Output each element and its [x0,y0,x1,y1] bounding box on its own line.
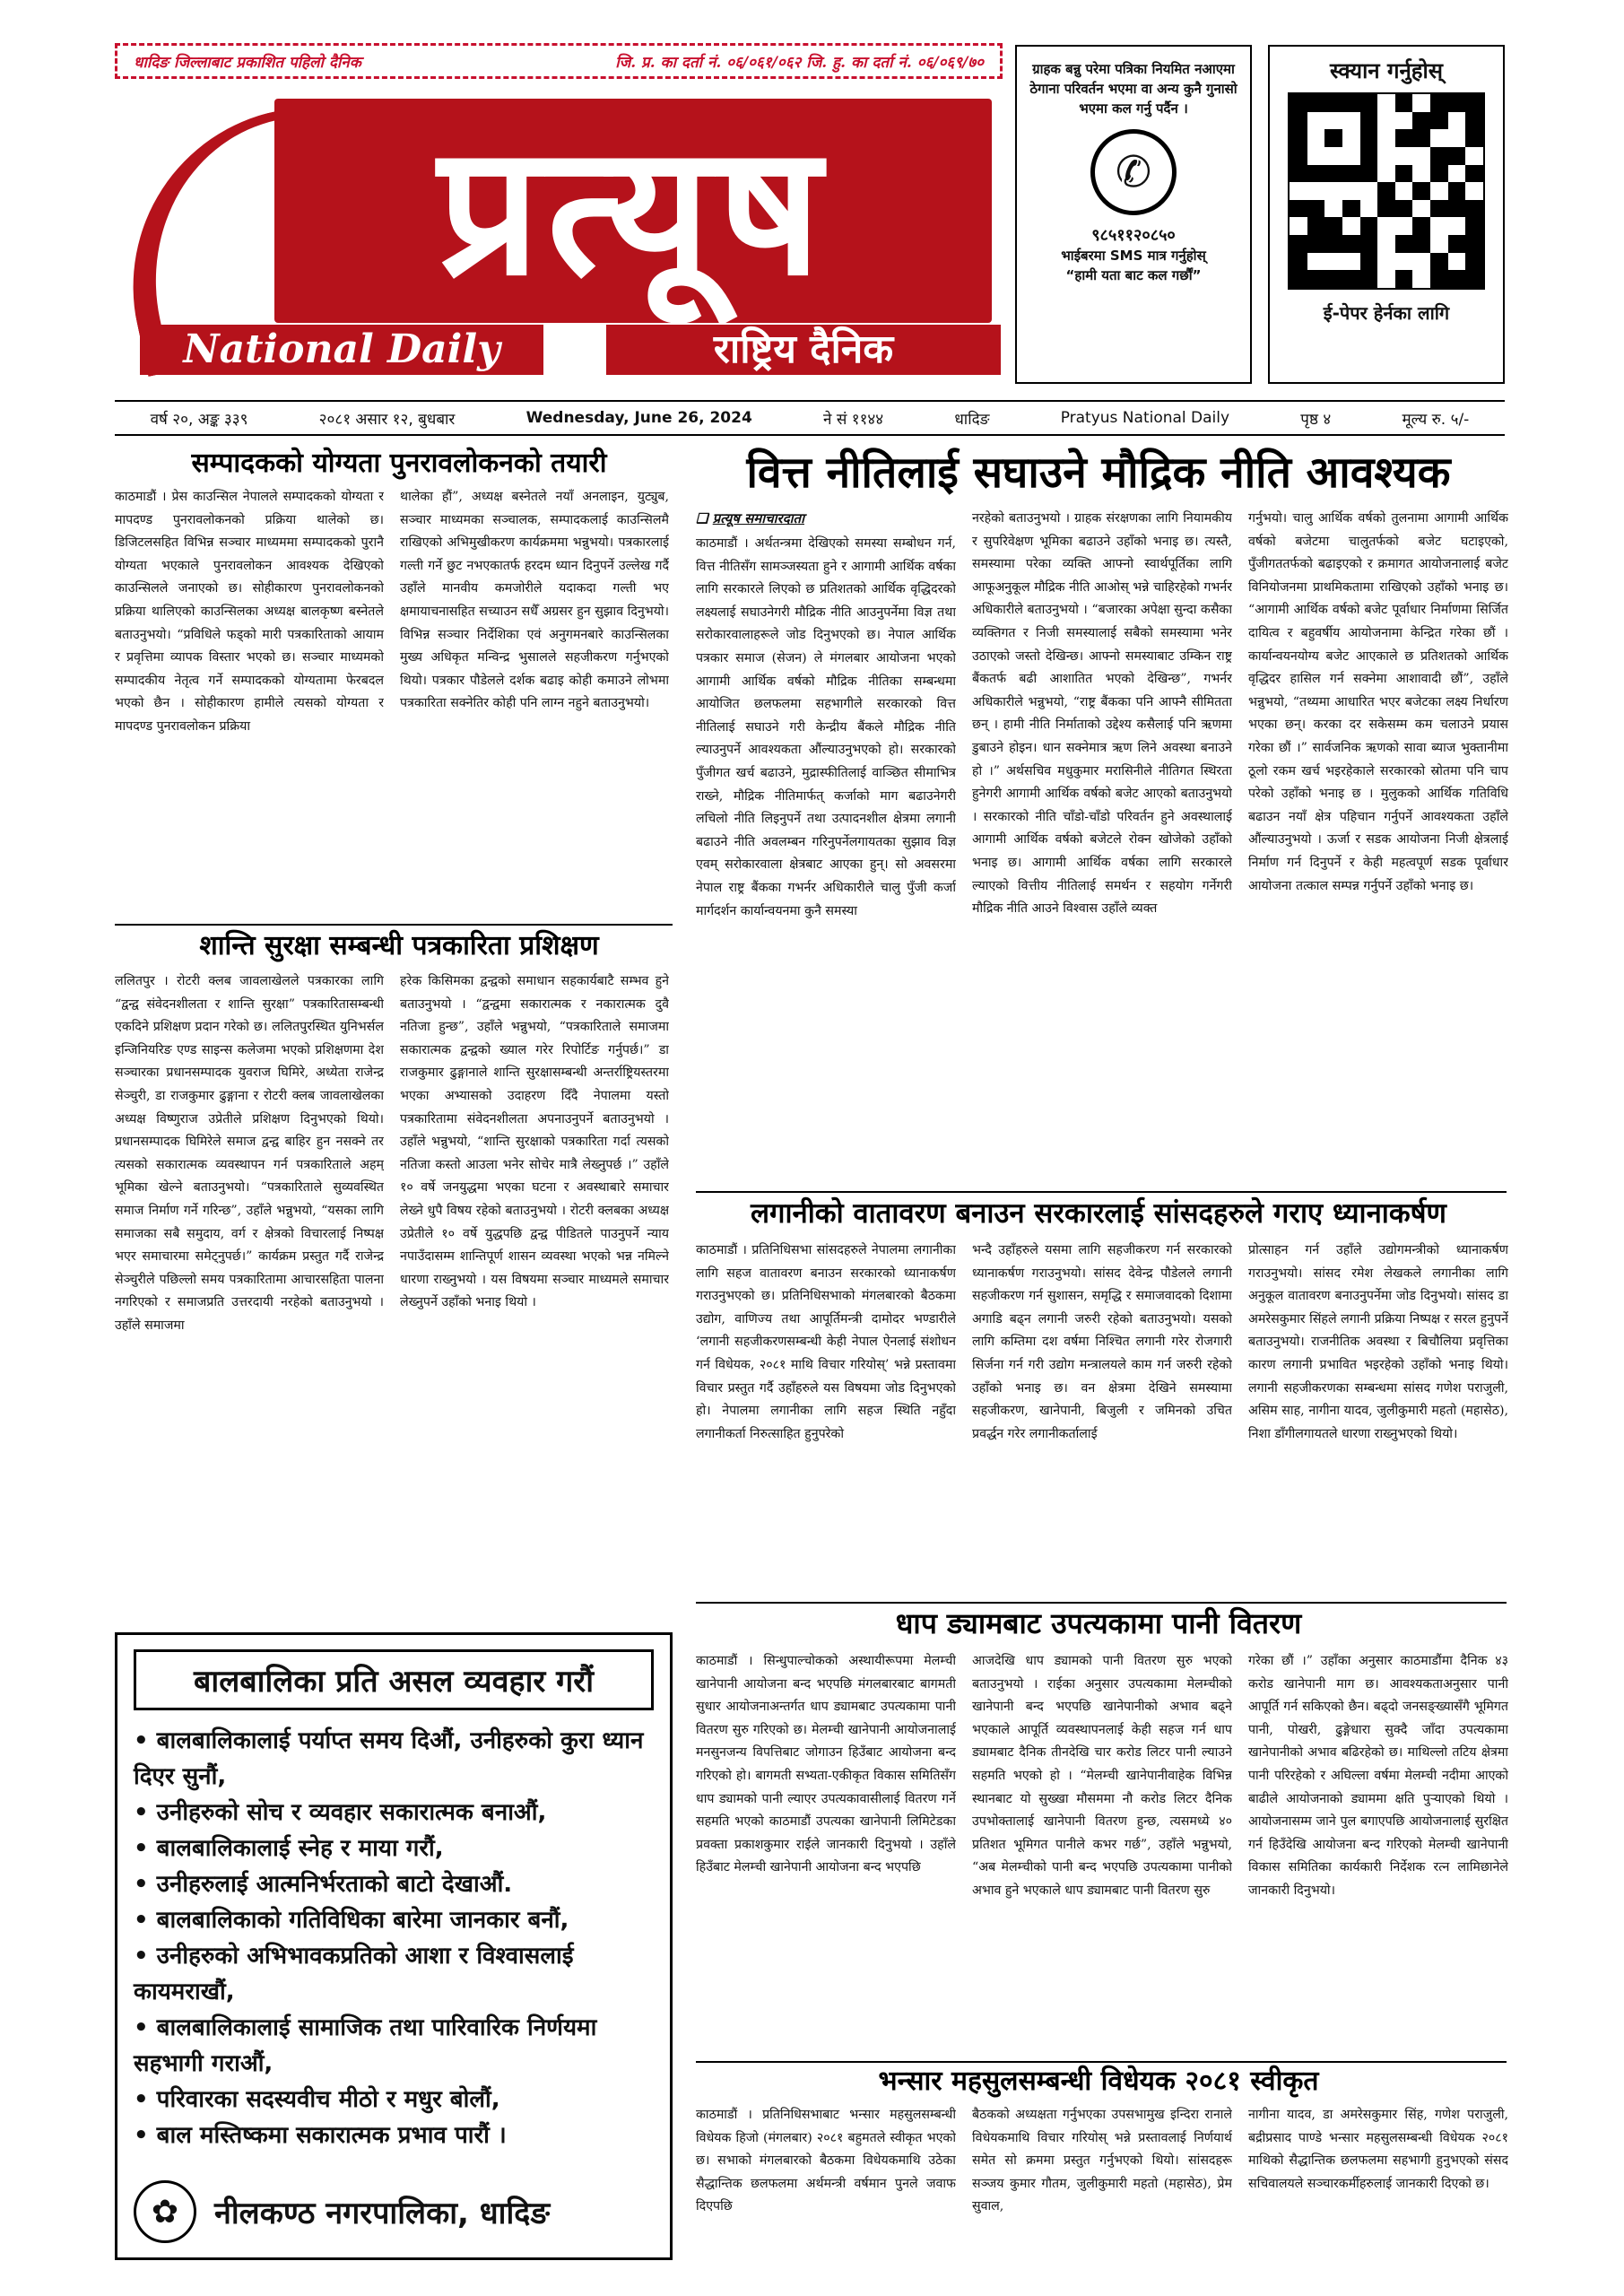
masthead-strip [115,43,1003,79]
qr-module [1412,200,1430,218]
editor-headline: सम्पादकको योग्यता पुनरावलोकनको तयारी [191,448,607,479]
qr-module [1307,270,1325,288]
qr-module [1430,147,1448,165]
qr-module [1430,270,1448,288]
divider [696,1602,1507,1604]
notice-phone[interactable]: ९८५११२०८५० [1091,226,1176,245]
tagline: धादिङ जिल्लाबाट प्रकाशित पहिलो दैनिक [134,53,361,72]
qr-module [1290,165,1307,183]
qr-module [1465,165,1483,183]
water-col-3: गरेका छौं ।” उहाँका अनुसार काठमाडौंमा दैनिक ४३ करोड खानेपानी माग छ। आवश्यकताअनुसार पानी आपूर्ति गर्न सकिएको छैन। बढ्दो जनसङ्ख्यासँगै भूमिगत पानी, पोखरी, ढुङ्गेधारा सुक्दै जाँदा उपत्यकामा खानेपानीको अभाव बढिरहेको छ। माथिल्लो तटिय क्षेत्रमा पानी परिरहेको र अघिल्ला वर्षमा मेलम्ची नदीमा आएको बाढीले आयोजनाको ड्याममा क्षति पुर्‍याएको थियो । आयोजनासम्म जाने पुल बगाएपछि आयोजनालाई सुरक्षित गर्न हिउँदेखि आयोजना बन्द गरिएको मेलम्ची खानेपानी विकास समितिका कार्यकारी निर्देशक रत्न लामिछानेले जानकारी दिनुभयो। [1248,1654,1508,1898]
qr-module [1290,182,1307,200]
qr-module [1342,200,1360,218]
qr-module [1412,129,1430,147]
qr-module [1448,94,1466,112]
qr-module [1448,165,1466,183]
qr-module [1395,147,1413,165]
qr-code-icon[interactable] [1288,92,1485,290]
qr-module [1324,270,1342,288]
qr-module [1290,217,1307,235]
logo [122,99,1001,377]
qr-module [1465,129,1483,147]
qr-module [1465,147,1483,165]
qr-module [1360,112,1378,130]
fiscal-col-1: काठमाडौं । अर्थतन्त्रमा देखिएको समस्या सम्बोधन गर्न, वित्त नीतिसँग सामञ्जस्यता हुने र आगामी आर्थिक वर्षका लागि सरकारले लिएको छ प्रतिशतको आर्थिक वृद्धिदरको लक्ष्यलाई सघाउनेगरी मौद्रिक नीति आउनुपर्नेमा विज्ञ तथा सरोकारवालाहरूले जोड दिनुभएको छ। नेपाल आर्थिक पत्रकार समाज (सेजन) ले मंगलबार आयोजना भएको आगामी आर्थिक वर्षको मौद्रिक नीतिका सम्बन्धमा आयोजित छलफलमा सहभागीले सरकारको वित्त नीतिलाई सघाउने गरी केन्द्रीय बैंकले मौद्रिक नीति ल्याउनुपर्ने आवश्यकता औंल्याउनुभएको हो। सरकारको पुँजीगत खर्च बढाउने, मुद्रास्फीतिलाई वाञ्छित सीमाभित्र राख्ने, मौद्रिक नीतिमार्फत् कर्जाको माग बढाउनेगरी लचिलो नीति लिइनुपर्ने तथा उत्पादनशील क्षेत्रमा लगानी बढाउने नीति अवलम्बन गरिनुपर्नेलगायतका सुझाव विज्ञ एवम् सरोकारवाला क्षेत्रबाट आएका हुन्। सो अवसरमा नेपाल राष्ट्र बैंकका गभर्नर अधिकारीले चालु पुँजी कर्जा मार्गदर्शन कार्यान्वयनमा कुनै समस्या [696,536,956,918]
qr-module [1324,235,1342,253]
qr-module [1360,129,1378,147]
qr-module [1430,235,1448,253]
divider [696,2061,1507,2063]
customs-col-3: नागीना यादव, डा अमरेसकुमार सिंह, गणेश पराजुली, बद्रीप्रसाद पाण्डे भन्सार महसुलसम्बन्धी विधेयक २०८१ माथिको सैद्धान्तिक छलफलमा सहभागी हुनुभएको संसद सचिवालयले सञ्चारकर्मीहरुलाई जानकारी दिएको छ। [1248,2108,1508,2191]
qr-module [1465,253,1483,271]
qr-module [1307,182,1325,200]
qr-module [1342,165,1360,183]
qr-module [1448,200,1466,218]
qr-module [1360,200,1378,218]
qr-module [1342,270,1360,288]
qr-module [1324,217,1342,235]
qr-module [1430,129,1448,147]
qr-module [1448,112,1466,130]
advert-list [134,1723,654,2153]
qr-module [1377,217,1395,235]
qr-module [1448,235,1466,253]
qr-module [1290,94,1307,112]
qr-module [1430,200,1448,218]
qr-module [1395,253,1413,271]
qr-module [1377,147,1395,165]
fiscal-col-3: गर्नुभयो। चालु आर्थिक वर्षको तुलनामा आगामी आर्थिक वर्षको बजेटमा चालुतर्फको बजेट घटाइएको, पुँजीगततर्फको बढाइएको र क्रमागत आयोजनालाई बजेट विनियोजनमा प्राथमिकतामा राखिएको उहाँको भनाइ छ। “आगामी आर्थिक वर्षको बजेट पूर्वाधार निर्माणमा सिर्जित दायित्व र बहुवर्षीय आयोजनामा केन्द्रित गरेका छौं । कार्यान्वयनयोग्य बजेट आएकाले छ प्रतिशतको आर्थिक वृद्धिदर हासिल गर्न सक्नेमा आशावादी छौं”, उहाँले भन्नुभयो, “तथ्यमा आधारित भएर बजेटका लक्ष्य निर्धारण भएका छन्। करका दर सकेसम्म कम चलाउने प्रयास गरेका छौं ।” सार्वजनिक ऋणको सावा ब्याज भुक्तानीमा ठूलो रकम खर्च भइरहेकाले सरकारको स्रोतमा पनि चाप परेको उहाँको भनाइ छ । मुलुकको आर्थिक गतिविधि बढाउन नयाँ क्षेत्र पहिचान गर्नुपर्ने आवश्यकता उहाँले औंल्याउनुभयो । ऊर्जा र सडक आयोजना निजी क्षेत्रलाई निर्माण गर्न दिनुपर्ने र केही महत्वपूर्ण सडक पूर्वाधार आयोजना तत्काल सम्पन्न गर्नुपर्ने उहाँको भनाइ छ। [1248,511,1508,893]
qr-module [1412,147,1430,165]
qr-module [1324,147,1342,165]
customs-col-1: काठमाडौं । प्रतिनिधिसभाबाट भन्सार महसुलसम्बन्धी विधेयक हिजो (मंगलबार) २०८१ बहुमतले स्वीकृत भएको छ। सभाको मंगलबारको बैठकमा विधेयकमाथि उठेका सैद्धान्तिक छलफलमा अर्थमन्त्री वर्षमान पुनले जवाफ दिएपछि [696,2108,956,2214]
qr-module [1290,235,1307,253]
advert-item: • बालबालिकाको गतिविधिका बारेमा जानकार बनौं, [134,1907,569,1934]
qr-module [1377,129,1395,147]
qr-module [1324,165,1342,183]
advert-footer [134,2180,654,2243]
municipality-emblem-icon: ✿ [134,2180,196,2243]
qr-module [1395,94,1413,112]
qr-module [1360,270,1378,288]
qr-module [1377,235,1395,253]
qr-module [1465,94,1483,112]
qr-module [1290,200,1307,218]
qr-module [1448,129,1466,147]
advert-item: • उनीहरुको अभिभावकप्रतिको आशा र विश्वासलाई कायमराखौं, [134,1943,574,2005]
qr-module [1342,112,1360,130]
qr-module [1342,235,1360,253]
qr-module [1395,112,1413,130]
volume: वर्ष २०, अङ्क ३३९ [150,410,248,429]
qr-module [1377,253,1395,271]
advert-item: • बालबालिकालाई सामाजिक तथा पारिवारिक निर्णयमा सहभागी गराऔं, [134,2014,597,2077]
paper-name: Pratyus National Daily [1060,409,1230,427]
divider [696,1191,1507,1193]
logo-english: National Daily [140,325,543,375]
phone-icon: ✆ [1090,129,1177,215]
dateline [115,400,1505,436]
qr-module [1342,129,1360,147]
qr-module [1430,112,1448,130]
subscriber-notice [1015,45,1252,384]
qr-module [1465,200,1483,218]
advert-item: • बालबालिकालाई स्नेह र माया गरौं, [134,1835,444,1862]
qr-module [1307,217,1325,235]
qr-module [1430,165,1448,183]
advert-title: बालबालिका प्रति असल व्यवहार गरौं [134,1649,654,1710]
qr-module [1395,165,1413,183]
qr-module [1360,235,1378,253]
qr-module [1377,182,1395,200]
qr-module [1324,94,1342,112]
qr-module [1290,129,1307,147]
qr-module [1412,235,1430,253]
advert-item: • परिवारका सदस्यवीच मीठो र मधुर बोलौं, [134,2086,500,2113]
qr-module [1412,270,1430,288]
water-col-1: काठमाडौं । सिन्धुपाल्चोकको अस्थायीरूपमा मेलम्ची खानेपानी आयोजना बन्द भएपछि मंगलबारबाट बागमती सुधार आयोजनाअन्तर्गत धाप ड्यामबाट उपत्यकामा पानी वितरण सुरु गरिएको छ। मेलम्ची खानेपानी आयोजनालाई मनसुनजन्य विपत्तिबाट जोगाउन हिउँबाट आयोजना बन्द गरिएको हो। बागमती सभ्यता-एकीकृत विकास समितिसँग धाप ड्यामको पानी ल्याएर उपत्यकावासीलाई वितरण गर्ने सहमति भएको काठमाडौं उपत्यका खानेपानी लिमिटेडका प्रवक्ता प्रकाशकुमार राईले जानकारी दिनुभयो । उहाँले हिउँबाट मेलम्ची खानेपानी आयोजना बन्द भएपछि [696,1654,956,1875]
qr-module [1395,129,1413,147]
fiscal-col-2: नरहेको बताउनुभयो । ग्राहक संरक्षणका लागि नियामकीय र सुपरिवेक्षण भूमिका बढाउने उहाँको भनाइ छ। त्यस्तै, समस्यामा परेका व्यक्ति आफ्नो स्वार्थपूर्तिका लागि आफूअनुकूल मौद्रिक नीति आओस् भन्ने चाहिरहेको गभर्नर अधिकारीले बताउनुभयो । “बजारका अपेक्षा सुन्दा कसैका व्यक्तिगत र निजी समस्यालाई सबैको समस्यामा भनेर उठाएको जस्तो देखिन्छ। आफ्नो समस्याबाट उम्किन राष्ट्र बैंकतर्फ बढी आशातित भएको देखिन्छ”, गभर्नर अधिकारीले भन्नुभयो, “राष्ट्र बैंकका पनि आफ्नै सीमितता छन् । हामी नीति निर्माताको उद्देश्य कसैलाई पनि ऋणमा डुबाउने होइन। धान सक्नेमात्र ऋण लिने अवस्था बनाउने हो ।” अर्थसचिव मधुकुमार मरासिनीले नीतिगत स्थिरता हुनेगरी आगामी आर्थिक वर्षको बजेट आएको बताउनुभयो । सरकारको नीति चाँडो-चाँडो परिवर्तन हुने अवस्थालाई आगामी आर्थिक वर्षको बजेटले रोक्न खोजेको उहाँको भनाइ छ। आगामी आर्थिक वर्षका लागि सरकारले ल्याएको वित्तीय नीतिलाई समर्थन र सहयोग गर्नेगरी मौद्रिक नीति आउने विश्वास उहाँले व्यक्त [972,511,1232,917]
qr-module [1395,217,1413,235]
logo-title: प्रत्यूष [274,99,992,323]
qr-module [1430,217,1448,235]
qr-module [1290,270,1307,288]
price: मूल्य रु. ५/- [1402,410,1470,429]
qr-module [1290,147,1307,165]
notice-text: ग्राहक बन्नु परेमा पत्रिका नियमित नआएमा ठेगाना परिवर्तन भएमा वा अन्य कुनै गुनासो भएमा कल गर्नु पर्दैन । [1029,61,1238,117]
editor-col-1: काठमाडौं । प्रेस काउन्सिल नेपालले सम्पादकको योग्यता र मापदण्ड पुनरावलोकनको प्रक्रिया थालेको छ। डिजिटलसहित विभिन्न सञ्चार माध्यममा सम्पादकको पुरानै योग्यता भएकाले पुनरावलोकन आवश्यक देखिएको काउन्सिलले जनाएको छ। सोहीकारण पुनरावलोकनको प्रक्रिया थालिएको काउन्सिलका अध्यक्ष बालकृष्ण बस्नेतले बताउनुभयो। “प्रविधिले फड्को मारी पत्रकारिताको आयाम र प्रवृत्तिमा व्यापक विस्तार भएको छ। सञ्चार माध्यमको सम्पादकीय नेतृत्व गर्ने सम्पादकको योग्यतामा फेरबदल भएको छैन । सोहीकारण हामीले त्यसको योग्यता र मापदण्ड पुनरावलोकन प्रक्रिया [115,490,384,734]
logo-nepali: राष्ट्रिय दैनिक [606,325,1001,375]
qr-module [1465,182,1483,200]
qr-module [1412,182,1430,200]
qr-module [1377,200,1395,218]
child-care-advert [115,1632,673,2260]
qr-module [1412,217,1430,235]
qr-module [1360,147,1378,165]
peace-col-1: ललितपुर । रोटरी क्लब जावलाखेलले पत्रकारका लागि “द्वन्द्व संवेदनशीलता र शान्ति सुरक्षा” पत्रकारितासम्बन्धी एकदिने प्रशिक्षण प्रदान गरेको छ। ललितपुरस्थित युनिभर्सल इन्जिनियरिङ एण्ड साइन्स कलेजमा भएको प्रशिक्षणमा देश सञ्चारका प्रधानसम्पादक युवराज घिमिरे, अध्येता राजेन्द्र सेञ्चुरी, डा राजकुमार ढुङ्गाना र रोटरी क्लब जावलाखेलका अध्यक्ष विष्णुराज उप्रेतीले प्रशिक्षण दिनुभएको थियो। प्रधानसम्पादक घिमिरेले समाज द्वन्द्व बाहिर हुन नसक्ने तर त्यसको सकारात्मक व्यवस्थापन गर्न पत्रकारिताले अहम् भूमिका खेल्ने बताउनुभयो। “पत्रकारिताले सुव्यवस्थित समाज निर्माण गर्ने गरिन्छ”, उहाँले भन्नुभयो, “यसका लागि समाजका सबै समुदाय, वर्ग र क्षेत्रको विचारलाई निष्पक्ष भएर समाचारमा समेट्नुपर्छ।” कार्यक्रम प्रस्तुत गर्दै राजेन्द्र सेञ्चुरीले पछिल्लो समय पत्रकारितामा आचारसहिता पालना नगरिएको र समाजप्रति उत्तरदायी नरहेको बताउनुभयो । उहाँले समाजमा [115,974,384,1333]
qr-module [1430,182,1448,200]
page-count: पृष्ठ ४ [1300,410,1332,429]
advert-sponsor: नीलकण्ठ नगरपालिका, धादिङ [214,2196,551,2231]
qr-module [1377,165,1395,183]
qr-module [1307,200,1325,218]
qr-module [1448,182,1466,200]
qr-module [1377,270,1395,288]
peace-col-2: हरेक किसिमका द्वन्द्वको समाधान सहकार्यबाटै सम्भव हुने बताउनुभयो । “द्वन्द्वमा सकारात्मक र नकारात्मक दुवै नतिजा हुन्छ”, उहाँले भन्नुभयो, “पत्रकारिताले समाजमा सकारात्मक द्वन्द्वको ख्याल गरेर रिपोर्टिङ गर्नुपर्छ।” डा राजकुमार ढुङ्गानाले शान्ति सुरक्षासम्बन्धी अन्तर्राष्ट्रियस्तरमा भएका अभ्यासको उदाहरण दिँदै नेपालमा यस्तो पत्रकारितामा संवेदनशीलता अपनाउनुपर्ने बताउनुभयो । उहाँले भन्नुभयो, “शान्ति सुरक्षाको पत्रकारिता गर्दा त्यसको नतिजा कस्तो आउला भनेर सोचेर मात्रै लेख्नुपर्छ ।” उहाँले १० वर्षे जनयुद्धमा भएका घटना र अवस्थाबारे समाचार लेख्ने धुपै विषय रहेको बताउनुभयो । रोटरी क्लबका अध्यक्ष उप्रेतीले १० वर्षे युद्धपछि द्वन्द्व पीडितले पाउनुपर्ने न्याय नपाउँदासम्म शान्तिपूर्ण शासन व्यवस्था भएको भन्न नमिल्ने धारणा राख्नुभयो । यस विषयमा सञ्चार माध्यमले समाचार लेख्नुपर्ने उहाँको भनाइ थियो । [400,974,669,1310]
qr-module [1290,253,1307,271]
qr-module [1324,200,1342,218]
advert-item: • उनीहरुलाई आत्मनिर्भरताको बाटो देखाऔं. [134,1871,513,1898]
qr-module [1307,129,1325,147]
byline-text: प्रत्यूष समाचारदाता [712,510,804,526]
qr-module [1395,270,1413,288]
qr-module [1412,112,1430,130]
qr-module [1360,182,1378,200]
qr-module [1342,147,1360,165]
qr-module [1430,94,1448,112]
qr-module [1465,112,1483,130]
qr-module [1307,112,1325,130]
nepali-date: २०८१ असार १२, बुधबार [318,410,456,429]
qr-module [1395,200,1413,218]
qr-module [1412,165,1430,183]
qr-module [1324,112,1342,130]
customs-col-2: बैठकको अध्यक्षता गर्नुभएका उपसभामुख इन्दिरा रानाले विधेयकमाथि विचार गरियोस् भन्ने प्रस्तावलाई निर्णयार्थ समेत सो क्रममा प्रस्तुत गर्नुभएको थियो। सांसदहरू सञ्जय कुमार गौतम, जुलीकुमारी महतो (महासेठ), प्रेम सुवाल, [972,2108,1232,2214]
qr-module [1395,182,1413,200]
byline-box-icon: ❑ [696,510,713,526]
qr-module [1307,235,1325,253]
peace-headline: शान्ति सुरक्षा सम्बन्धी पत्रकारिता प्रशिक्षण [199,930,599,961]
qr-module [1430,253,1448,271]
qr-module [1465,270,1483,288]
customs-headline: भन्सार महसुलसम्बन्धी विधेयक २०८१ स्वीकृत [878,2066,1319,2097]
qr-module [1360,253,1378,271]
water-headline: धाप ड्यामबाट उपत्यकामा पानी वितरण [895,1606,1302,1640]
qr-module [1412,94,1430,112]
english-date: Wednesday, June 26, 2024 [525,409,752,427]
investment-headline: लगानीको वातावरण बनाउन सरकारलाई सांसदहरुले गराए ध्यानाकर्षण [751,1197,1446,1230]
qr-module [1465,217,1483,235]
qr-module [1448,147,1466,165]
qr-module [1342,182,1360,200]
qr-panel [1268,45,1505,384]
notice-sms: भाईबरमा SMS मात्र गर्नुहोस् [1061,248,1206,264]
water-col-2: आजदेखि धाप ड्यामको पानी वितरण सुरु भएको बताउनुभयो । राईका अनुसार उपत्यकामा मेलम्चीको खानेपानी बन्द भएपछि खानेपानीको अभाव बढ्ने भएकाले आपूर्ति व्यवस्थापनलाई केही सहज गर्न धाप ड्यामबाट दैनिक तीनदेखि चार करोड लिटर पानी ल्याउने सहमति भएको हो । “मेलम्ची खानेपानीवाहेक विभिन्न स्थानबाट यो सुख्खा मौसममा नौ करोड लिटर दैनिक उपभोक्तालाई खानेपानी वितरण हुन्छ, त्यसमध्ये ४० प्रतिशत भूमिगत पानीले कभर गर्छ”, उहाँले भन्नुभयो, “अब मेलम्चीको पानी बन्द भएपछि उपत्यकामा पानीको अभाव हुने भएकाले धाप ड्यामबाट पानी वितरण सुरु [972,1654,1232,1898]
divider [115,924,673,926]
advert-item: • उनीहरुको सोच र व्यवहार सकारात्मक बनाऔं, [134,1799,547,1826]
investment-col-1: काठमाडौं । प्रतिनिधिसभा सांसदहरुले नेपालमा लगानीका लागि सहज वातावरण बनाउन सरकारको ध्यानाकर्षण गराउनुभएको छ। प्रतिनिधिसभाको मंगलबारको बैठकमा उद्योग, वाणिज्य तथा आपूर्तिमन्त्री दामोदर भण्डारीले ‘लगानी सहजीकरणसम्बन्धी केही नेपाल ऐनलाई संशोधन गर्न विधेयक, २०८१ माथि विचार गरियोस्’ भन्ने प्रस्तावमा विचार प्रस्तुत गर्दै उहाँहरुले यस विषयमा जोड दिनुभएको हो। नेपालमा लगानीका लागि सहज स्थिति नहुँदा लगानीकर्ता निरुत्साहित हुनुपरेको [696,1243,956,1441]
qr-module [1360,217,1378,235]
qr-module [1324,253,1342,271]
qr-module [1324,129,1342,147]
qr-module [1465,235,1483,253]
qr-module [1307,94,1325,112]
notice-quote: “हामी यता बाट कल गर्छौं” [1065,267,1202,283]
qr-module [1290,112,1307,130]
investment-col-3: प्रोत्साहन गर्न उहाँले उद्योगमन्त्रीको ध्यानाकर्षण गराउनुभयो। सांसद रमेश लेखकले लगानीका लागि अनुकूल वातावरण बनाउनुपर्नेमा जोड दिनुभयो। सांसद डा अमरेसकुमार सिंहले लगानी प्रक्रिया निष्पक्ष र सरल हुनुपर्ने बताउनुभयो। राजनीतिक अवस्था र बिचौलिया प्रवृत्तिका कारण लगानी प्रभावित भइरहेको उहाँको भनाइ थियो। लगानी सहजीकरणका सम्बन्धमा सांसद गणेश पराजुली, असिम साह, नागीना यादव, जुलीकुमारी महतो (महासेठ), निशा डाँगीलगायतले धारणा राख्नुभएको थियो। [1248,1243,1508,1441]
qr-module [1395,235,1413,253]
qr-module [1342,217,1360,235]
fiscal-headline: वित्त नीतिलाई सघाउने मौद्रिक नीति आवश्यक [746,448,1451,498]
fiscal-byline [696,509,947,527]
qr-module [1448,253,1466,271]
advert-item: • बालबालिकालाई पर्याप्त समय दिऔं, उनीहरुको कुरा ध्यान दिएर सुनौं, [134,1727,644,1790]
advert-item: • बाल मस्तिष्कमा सकारात्मक प्रभाव पारौं । [134,2122,507,2149]
editor-col-2: थालेका हौं”, अध्यक्ष बस्नेतले नयाँ अनलाइन, युट्युब, सञ्चार माध्यमका सञ्चालक, सम्पादकलाई काउन्सिलमै राखिएको अभिमुखीकरण कार्यक्रममा भन्नुभयो। पत्रकारलाई गल्ती गर्ने छुट नभएकातर्फ हरदम ध्यान दिनुपर्ने उल्लेख गर्दै उहाँले मानवीय कमजोरीले यदाकदा गल्ती भए क्षमायाचनासहित सच्याउन सधैँ अग्रसर हुन सुझाव दिनुभयो। विभिन्न सञ्चार निर्देशिका एवं अनुगमनबारे काउन्सिलका मुख्य अधिकृत मन्विन्द्र भुसालले सहजीकरण गर्नुभएको थियो। पत्रकार पौडेलले दर्शक बढाइ कोही कमाउने लोभमा पत्रकारिता सक्नेतिर कोही पनि लाग्न नहुने बताउनुभयो। [400,490,669,711]
qr-caption: ई-पेपर हेर्नका लागि [1323,302,1450,324]
qr-module [1307,253,1325,271]
registration-number: जि. प्र. का दर्ता नं. ०६/०६१/०६२ जि. हु. का दर्ता नं. ०६/०६९/७० [615,53,984,72]
qr-module [1377,112,1395,130]
qr-module [1412,253,1430,271]
qr-module [1307,165,1325,183]
qr-module [1324,182,1342,200]
nepal-sambat: ने सं ११४४ [823,410,884,429]
qr-module [1360,165,1378,183]
qr-module [1307,147,1325,165]
qr-module [1360,94,1378,112]
qr-module [1377,94,1395,112]
qr-title: स्क्यान गर्नुहोस् [1329,58,1443,83]
place: धादिङ [954,410,990,429]
qr-module [1342,253,1360,271]
qr-module [1448,217,1466,235]
qr-module [1342,94,1360,112]
qr-module [1448,270,1466,288]
investment-col-2: भन्दै उहाँहरुले यसमा लागि सहजीकरण गर्न सरकारको ध्यानाकर्षण गराउनुभयो। सांसद देवेन्द्र पौडेलले लगानी सहजीकरण गर्न सुशासन, समृद्धि र समाजवादको दिशामा अगाडि बढ्न लगानी जरुरी रहेको बताउनुभयो। यसको लागि कम्तिमा दश वर्षमा निश्चित लगानी गरेर रोजगारी सिर्जना गर्न गरी उद्योग मन्त्रालयले काम गर्न जरुरी रहेको उहाँको भनाइ छ। वन क्षेत्रमा देखिने समस्यामा सहजीकरण, खानेपानी, बिजुली र जमिनको उचित प्रवर्द्धन गरेर लगानीकर्तालाई [972,1243,1232,1441]
